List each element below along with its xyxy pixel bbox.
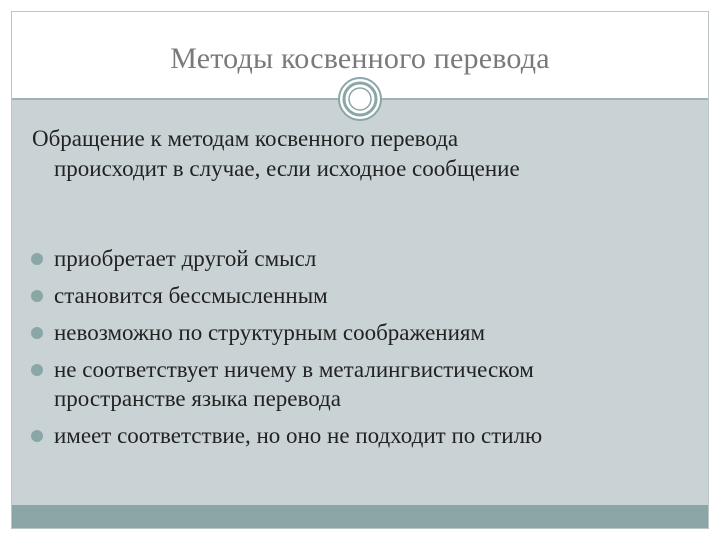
bullet-item — [28, 355, 698, 413]
intro-line: Обращение к методам косвенного перевода — [32, 126, 459, 151]
bullet-text: приобретает другой смысл — [54, 246, 317, 271]
bullet-text: не соответствует ничему в металингвистическом — [54, 357, 534, 382]
bullet-item — [28, 421, 698, 450]
round-bullet-icon — [31, 327, 43, 339]
intro-paragraph — [32, 124, 692, 184]
round-bullet-icon — [31, 430, 43, 442]
slide-title: Методы косвенного перевода — [170, 42, 550, 75]
slide-frame — [11, 11, 709, 529]
round-bullet-icon — [31, 253, 43, 265]
bullet-item — [28, 318, 698, 347]
bullet-item — [28, 244, 698, 273]
bullet-list — [28, 244, 698, 458]
bottom-bar — [12, 505, 708, 528]
bullet-item — [28, 281, 698, 310]
concentric-circle-emblem-icon — [338, 77, 382, 121]
round-bullet-icon — [31, 364, 43, 376]
bullet-text: невозможно по структурным соображениям — [54, 320, 486, 345]
intro-line: происходит в случае, если исходное сообщение — [54, 156, 520, 181]
bullet-text: становится бессмысленным — [54, 283, 328, 308]
bullet-text: имеет соответствие, но оно не подходит по стилю — [54, 423, 543, 448]
bullet-text-continuation: пространстве языка перевода — [54, 386, 341, 411]
round-bullet-icon — [31, 290, 43, 302]
